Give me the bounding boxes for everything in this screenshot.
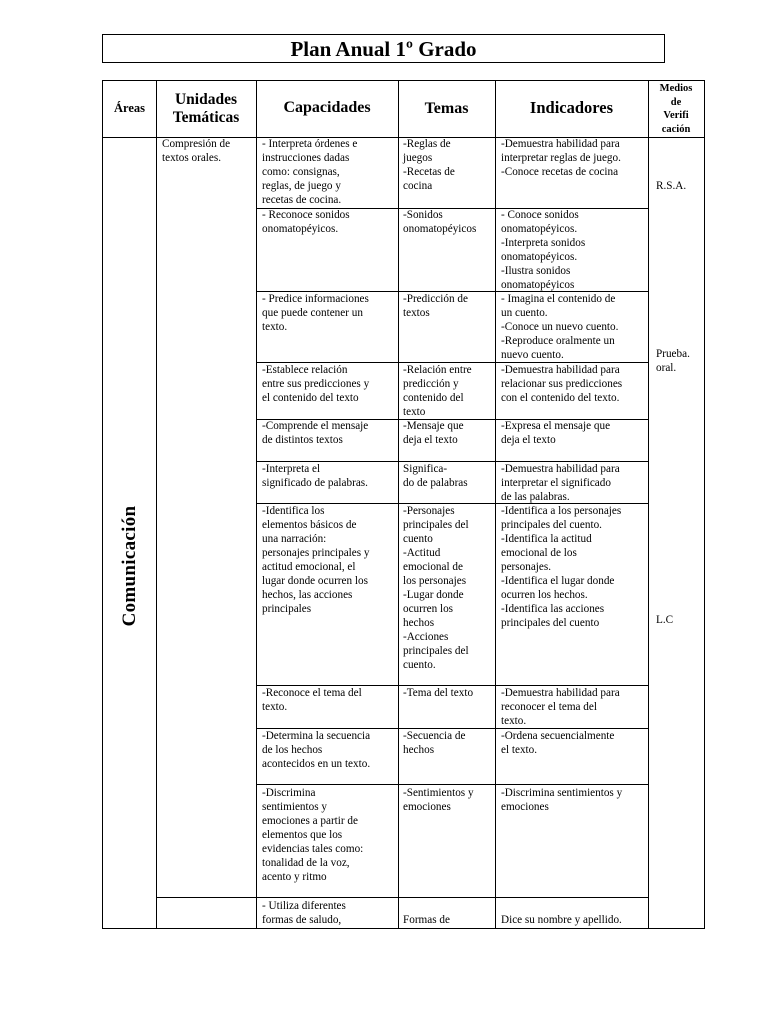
area-label-box <box>105 446 155 686</box>
col-divider <box>648 81 649 928</box>
tema-text: -Secuencia de hechos <box>403 730 466 756</box>
plan-table <box>102 80 705 929</box>
indicador-text: Dice su nombre y apellido. <box>501 914 622 926</box>
tema-text: Formas de <box>403 914 450 926</box>
header-areas: Áreas <box>113 101 145 115</box>
col-divider <box>156 81 157 928</box>
header-medios: Medios de Verifi cación <box>659 83 693 135</box>
indicador-text: -Discrimina sentimientos y emociones <box>501 787 623 813</box>
row-divider <box>256 784 648 785</box>
capacidad-text: - Utiliza diferentes formas de saludo, <box>262 900 346 926</box>
indicador-text: - Conoce sonidos onomatopéyicos. -Interpreta sonidos onomatopéyicos. -Ilustra sonidos onomatopéyicos <box>501 209 586 291</box>
indicador-text: -Demuestra habilidad para relacionar sus predicciones con el contenido del texto. <box>501 364 623 404</box>
indicador-text: -Demuestra habilidad para interpretar reglas de juego. -Conoce recetas de cocina <box>501 138 621 178</box>
capacidad-text: -Identifica los elementos básicos de una narración: personajes principales y actitud emocional, el lugar donde ocurren los hechos, las acciones principales <box>262 505 370 615</box>
indicador-text: -Demuestra habilidad para reconocer el tema del texto. <box>501 687 620 727</box>
capacidad-text: - Reconoce sonidos onomatopéyicos. <box>262 209 350 235</box>
indicador-text: -Demuestra habilidad para interpretar el significado de las palabras. <box>501 463 620 503</box>
area-label: Comunicación <box>119 505 140 627</box>
tema-text: -Mensaje que deja el texto <box>403 420 464 446</box>
capacidad-text: -Comprende el mensaje de distintos textos <box>262 420 369 446</box>
indicador-text: -Ordena secuencialmente el texto. <box>501 730 615 756</box>
capacidad-text: -Determina la secuencia de los hechos acontecidos en un texto. <box>262 730 371 770</box>
tema-text: Significa- do de palabras <box>403 463 468 489</box>
tema-text: -Predicción de textos <box>403 293 468 319</box>
indicador-text: -Expresa el mensaje que deja el texto <box>501 420 611 446</box>
medio-text: R.S.A. <box>656 180 687 192</box>
header-indicadores: Indicadores <box>529 98 614 117</box>
tema-text: -Personajes principales del cuento -Actitud emocional de los personajes -Lugar donde ocurren los hechos -Acciones principales del cuento. <box>403 505 469 671</box>
tema-text: -Relación entre predicción y contenido del texto <box>403 364 472 418</box>
tema-text: -Sonidos onomatopéyicos <box>403 209 477 235</box>
capacidad-text: -Reconoce el tema del texto. <box>262 687 362 713</box>
medio-text: L.C <box>656 614 674 626</box>
header-temas: Temas <box>424 100 469 117</box>
tema-text: -Tema del texto <box>403 687 474 699</box>
header-unidades: Unidades Temáticas <box>172 91 240 126</box>
medio-text: Prueba. oral. <box>656 348 690 374</box>
page-title: Plan Anual 1º Grado <box>290 37 477 61</box>
header-capacidades: Capacidades <box>283 99 371 116</box>
capacidad-text: - Predice informaciones que puede contener un texto. <box>262 293 369 333</box>
indicador-text: -Identifica a los personajes principales del cuento. -Identifica la actitud emocional de los personajes. -Identifica el lugar donde ocurren los hechos. -Identifica las acciones principales del cuento <box>501 505 622 629</box>
capacidad-text: - Interpreta órdenes e instrucciones dadas como: consignas, reglas, de juego y recetas de cocina. <box>262 138 358 206</box>
unidad-text: Compresión de textos orales. <box>162 138 231 164</box>
capacidad-text: -Discrimina sentimientos y emociones a partir de elementos que los evidencias tales como: tonalidad de la voz, acento y ritmo <box>262 787 364 883</box>
indicador-text: - Imagina el contenido de un cuento. -Conoce un nuevo cuento. -Reproduce oralmente un nuevo cuento. <box>501 293 619 361</box>
tema-text: -Sentimientos y emociones <box>403 787 474 813</box>
page-title-box <box>102 34 665 63</box>
tema-text: -Reglas de juegos -Recetas de cocina <box>403 138 455 192</box>
row-divider <box>156 897 648 898</box>
capacidad-text: -Establece relación entre sus predicciones y el contenido del texto <box>262 364 370 404</box>
capacidad-text: -Interpreta el significado de palabras. <box>262 463 368 489</box>
